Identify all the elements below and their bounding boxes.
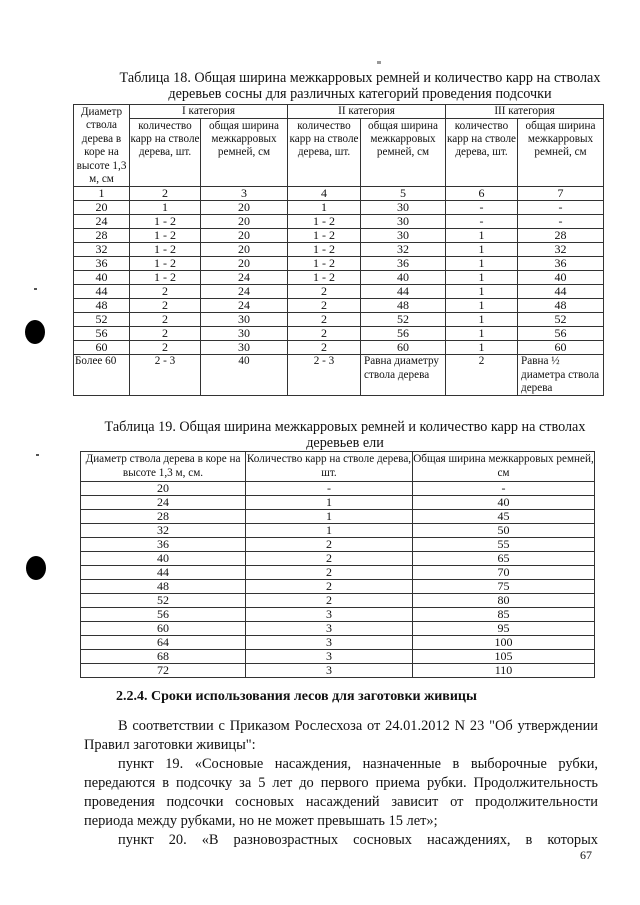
cell-count-cat2: 2 - 3 bbox=[288, 355, 361, 396]
table-row bbox=[81, 622, 595, 636]
subheader-width-cat1: общая ширина межкарровых ремней, см bbox=[201, 118, 288, 187]
cell-count-cat3: 1 bbox=[446, 327, 518, 341]
cell-diameter: 28 bbox=[74, 229, 130, 243]
table-row bbox=[74, 229, 604, 243]
table19-caption bbox=[90, 419, 600, 451]
cell-count-cat2: 2 bbox=[288, 327, 361, 341]
cell-width: 65 bbox=[413, 552, 595, 566]
cell-diameter: 60 bbox=[81, 622, 246, 636]
cell-count-cat1: 1 - 2 bbox=[130, 243, 201, 257]
cell-count-cat1: 1 - 2 bbox=[130, 215, 201, 229]
subheader-count-cat2: количество карр на стволе дерева, шт. bbox=[288, 118, 361, 187]
cell-width-cat2: 30 bbox=[361, 215, 446, 229]
cell-diameter: 24 bbox=[81, 496, 246, 510]
table-row bbox=[74, 271, 604, 285]
cell-width-cat1: 20 bbox=[201, 215, 288, 229]
column-number: 5 bbox=[361, 187, 446, 201]
cell-count-cat3: 1 bbox=[446, 285, 518, 299]
cell-width-cat3: 60 bbox=[518, 341, 604, 355]
cell-count-cat1: 1 - 2 bbox=[130, 271, 201, 285]
table-row bbox=[74, 285, 604, 299]
cell-count-cat3: 1 bbox=[446, 271, 518, 285]
cell-diameter: 52 bbox=[74, 313, 130, 327]
column-number: 7 bbox=[518, 187, 604, 201]
table-row bbox=[81, 566, 595, 580]
cell-width: 85 bbox=[413, 608, 595, 622]
cell-count: 3 bbox=[246, 636, 413, 650]
cell-count-cat1: 1 bbox=[130, 201, 201, 215]
cell-count-cat2: 1 bbox=[288, 201, 361, 215]
cell-width: 100 bbox=[413, 636, 595, 650]
header-width: Общая ширина межкарровых ремней, см bbox=[413, 452, 595, 482]
punch-hole-bottom bbox=[26, 556, 46, 580]
table-row bbox=[81, 594, 595, 608]
cell-width-cat2: 44 bbox=[361, 285, 446, 299]
cell-width-cat3: - bbox=[518, 215, 604, 229]
cell-width: - bbox=[413, 482, 595, 496]
cell-width-cat1: 30 bbox=[201, 313, 288, 327]
table-row bbox=[74, 299, 604, 313]
table19-caption-line2: деревьев ели bbox=[306, 435, 384, 451]
column-number: 2 bbox=[130, 187, 201, 201]
cell-diameter: 52 bbox=[81, 594, 246, 608]
subheader-count-cat1: количество карр на стволе дерева, шт. bbox=[130, 118, 201, 187]
cell-width-cat1: 20 bbox=[201, 257, 288, 271]
cell-count-cat2: 1 - 2 bbox=[288, 271, 361, 285]
section-heading: 2.2.4. Сроки использования лесов для заготовки живицы bbox=[116, 689, 477, 704]
cell-count-cat3: 1 bbox=[446, 341, 518, 355]
cell-diameter: 48 bbox=[81, 580, 246, 594]
table-row bbox=[81, 608, 595, 622]
cell-count-cat1: 2 bbox=[130, 313, 201, 327]
cell-diameter: 40 bbox=[81, 552, 246, 566]
table19-body bbox=[81, 482, 595, 678]
punch-hole-top bbox=[25, 320, 45, 344]
cell-count-cat2: 1 - 2 bbox=[288, 215, 361, 229]
table-row bbox=[81, 636, 595, 650]
table-row bbox=[74, 243, 604, 257]
table-row bbox=[81, 664, 595, 678]
column-number: 6 bbox=[446, 187, 518, 201]
cell-width: 70 bbox=[413, 566, 595, 580]
cell-count-cat3: 1 bbox=[446, 257, 518, 271]
cell-count: 1 bbox=[246, 510, 413, 524]
cell-diameter: 56 bbox=[81, 608, 246, 622]
cell-count: 2 bbox=[246, 566, 413, 580]
cell-width: 110 bbox=[413, 664, 595, 678]
cell-width-cat1: 20 bbox=[201, 229, 288, 243]
table18-caption-line1: Таблица 18. Общая ширина межкарровых ремней и количество карр на стволах bbox=[119, 70, 601, 86]
table-row bbox=[81, 510, 595, 524]
cell-count-cat2: 1 - 2 bbox=[288, 257, 361, 271]
cell-diameter: 60 bbox=[74, 341, 130, 355]
cell-width-cat2: 48 bbox=[361, 299, 446, 313]
cell-diameter: Более 60 bbox=[74, 355, 130, 396]
column-number: 1 bbox=[74, 187, 130, 201]
cell-width-cat1: 24 bbox=[201, 271, 288, 285]
cell-diameter: 44 bbox=[74, 285, 130, 299]
subheader-width-cat2: общая ширина межкарровых ремней, см bbox=[361, 118, 446, 187]
cell-count-cat2: 2 bbox=[288, 341, 361, 355]
cell-width: 95 bbox=[413, 622, 595, 636]
cell-width-cat1: 20 bbox=[201, 201, 288, 215]
cell-count-cat2: 2 bbox=[288, 285, 361, 299]
table-row bbox=[81, 482, 595, 496]
table-row bbox=[81, 524, 595, 538]
scan-speck bbox=[36, 454, 39, 456]
cell-width-cat2: 52 bbox=[361, 313, 446, 327]
cell-count: 2 bbox=[246, 552, 413, 566]
scan-speck bbox=[377, 61, 381, 64]
cell-width: 80 bbox=[413, 594, 595, 608]
cell-count: 3 bbox=[246, 608, 413, 622]
column-number: 3 bbox=[201, 187, 288, 201]
table-row bbox=[74, 341, 604, 355]
cell-diameter: 56 bbox=[74, 327, 130, 341]
table-row bbox=[74, 257, 604, 271]
cell-count-cat3: 1 bbox=[446, 299, 518, 313]
cell-count-cat1: 2 bbox=[130, 299, 201, 313]
cell-count-cat1: 2 bbox=[130, 341, 201, 355]
cell-width: 75 bbox=[413, 580, 595, 594]
cell-count-cat3: 1 bbox=[446, 229, 518, 243]
cell-count-cat3: - bbox=[446, 201, 518, 215]
table-row bbox=[74, 313, 604, 327]
cell-count-cat1: 1 - 2 bbox=[130, 229, 201, 243]
cell-width-cat3: 44 bbox=[518, 285, 604, 299]
cell-width-cat3: 40 bbox=[518, 271, 604, 285]
cell-diameter: 32 bbox=[81, 524, 246, 538]
cell-width-cat1: 24 bbox=[201, 285, 288, 299]
cell-count: 3 bbox=[246, 664, 413, 678]
table18-body bbox=[74, 201, 604, 355]
cell-width-cat3: Равна ½ диаметра ствола дерева bbox=[518, 355, 604, 396]
table18-caption bbox=[100, 70, 620, 102]
cell-width-cat2: 56 bbox=[361, 327, 446, 341]
cell-count-cat2: 1 - 2 bbox=[288, 243, 361, 257]
paragraph-item-20: пункт 20. «В разновозрастных сосновых насаждениях, в которых bbox=[118, 832, 598, 848]
cell-width-cat3: 56 bbox=[518, 327, 604, 341]
header-category-1: I категория bbox=[130, 105, 288, 119]
table18-caption-line2: деревьев сосны для различных категорий проведения подсочки bbox=[168, 86, 552, 102]
table19-caption-line1: Таблица 19. Общая ширина межкарровых ремней и количество карр на стволах bbox=[104, 419, 586, 435]
cell-width-cat3: 32 bbox=[518, 243, 604, 257]
table-row bbox=[81, 538, 595, 552]
table-row bbox=[74, 201, 604, 215]
cell-count: 2 bbox=[246, 594, 413, 608]
cell-diameter: 68 bbox=[81, 650, 246, 664]
table-row bbox=[74, 215, 604, 229]
table-row bbox=[81, 580, 595, 594]
cell-width-cat3: - bbox=[518, 201, 604, 215]
cell-diameter: 48 bbox=[74, 299, 130, 313]
cell-count-cat2: 2 bbox=[288, 313, 361, 327]
cell-width-cat3: 36 bbox=[518, 257, 604, 271]
cell-width: 105 bbox=[413, 650, 595, 664]
cell-diameter: 40 bbox=[74, 271, 130, 285]
header-diameter: Диаметр ствола дерева в коре на высоте 1,3 м, см. bbox=[81, 452, 246, 482]
cell-count: 1 bbox=[246, 496, 413, 510]
paragraph-intro: В соответствии с Приказом Рослесхоза от 24.01.2012 N 23 "Об утверждении Правил заготовки живицы": bbox=[84, 718, 598, 753]
cell-width-cat1: 30 bbox=[201, 327, 288, 341]
cell-diameter: 32 bbox=[74, 243, 130, 257]
cell-width-cat1: 30 bbox=[201, 341, 288, 355]
cell-count-cat2: 2 bbox=[288, 299, 361, 313]
cell-count: 3 bbox=[246, 622, 413, 636]
cell-count: - bbox=[246, 482, 413, 496]
paragraph-item-19: пункт 19. «Сосновые насаждения, назначенные в выборочные рубки, передаются в подсочку за 5 лет до первого приема рубки. Продолжительность проведения подсочки сосновых насаждений зависит от продолжительности периода между рубками, но не может превышать 15 лет»; bbox=[84, 756, 598, 829]
subheader-width-cat3: общая ширина межкарровых ремней, см bbox=[518, 118, 604, 187]
page-number: 67 bbox=[580, 848, 592, 862]
cell-count-cat1: 1 - 2 bbox=[130, 257, 201, 271]
cell-diameter: 28 bbox=[81, 510, 246, 524]
table-row bbox=[81, 496, 595, 510]
cell-count-cat2: 1 - 2 bbox=[288, 229, 361, 243]
header-category-3: III категория bbox=[446, 105, 604, 119]
cell-diameter: 72 bbox=[81, 664, 246, 678]
scan-speck bbox=[34, 288, 37, 290]
cell-count-cat1: 2 bbox=[130, 285, 201, 299]
header-diameter: Диаметр ствола дерева в коре на высоте 1,3 м, см bbox=[74, 105, 130, 187]
header-category-2: II категория bbox=[288, 105, 446, 119]
table-row-over-60 bbox=[74, 355, 604, 396]
column-number: 4 bbox=[288, 187, 361, 201]
cell-width: 40 bbox=[413, 496, 595, 510]
cell-width-cat1: 40 bbox=[201, 355, 288, 396]
cell-count-cat3: 1 bbox=[446, 243, 518, 257]
cell-diameter: 20 bbox=[74, 201, 130, 215]
subheader-count-cat3: количество карр на стволе дерева, шт. bbox=[446, 118, 518, 187]
cell-diameter: 24 bbox=[74, 215, 130, 229]
cell-diameter: 36 bbox=[81, 538, 246, 552]
column-number-row bbox=[74, 187, 604, 201]
table-row bbox=[81, 650, 595, 664]
cell-width-cat2: 32 bbox=[361, 243, 446, 257]
cell-width-cat1: 24 bbox=[201, 299, 288, 313]
cell-count-cat3: - bbox=[446, 215, 518, 229]
cell-width-cat3: 52 bbox=[518, 313, 604, 327]
cell-width-cat2: 40 bbox=[361, 271, 446, 285]
cell-width-cat2: 30 bbox=[361, 229, 446, 243]
cell-count-cat3: 2 bbox=[446, 355, 518, 396]
cell-width-cat2: 60 bbox=[361, 341, 446, 355]
cell-width-cat2: 36 bbox=[361, 257, 446, 271]
cell-width-cat2: Равна диаметру ствола дерева bbox=[361, 355, 446, 396]
cell-count: 2 bbox=[246, 580, 413, 594]
cell-diameter: 20 bbox=[81, 482, 246, 496]
cell-width-cat3: 28 bbox=[518, 229, 604, 243]
table-row bbox=[74, 327, 604, 341]
table-18-pine bbox=[73, 104, 604, 396]
cell-count-cat3: 1 bbox=[446, 313, 518, 327]
cell-width-cat3: 48 bbox=[518, 299, 604, 313]
cell-diameter: 36 bbox=[74, 257, 130, 271]
header-count: Количество карр на стволе дерева, шт. bbox=[246, 452, 413, 482]
table-row bbox=[81, 552, 595, 566]
cell-diameter: 64 bbox=[81, 636, 246, 650]
cell-count-cat1: 2 - 3 bbox=[130, 355, 201, 396]
cell-width: 45 bbox=[413, 510, 595, 524]
cell-count: 1 bbox=[246, 524, 413, 538]
cell-width-cat1: 20 bbox=[201, 243, 288, 257]
cell-count: 3 bbox=[246, 650, 413, 664]
cell-count: 2 bbox=[246, 538, 413, 552]
cell-width: 50 bbox=[413, 524, 595, 538]
cell-diameter: 44 bbox=[81, 566, 246, 580]
cell-width-cat2: 30 bbox=[361, 201, 446, 215]
cell-width: 55 bbox=[413, 538, 595, 552]
cell-count-cat1: 2 bbox=[130, 327, 201, 341]
table-19-spruce bbox=[80, 451, 595, 678]
